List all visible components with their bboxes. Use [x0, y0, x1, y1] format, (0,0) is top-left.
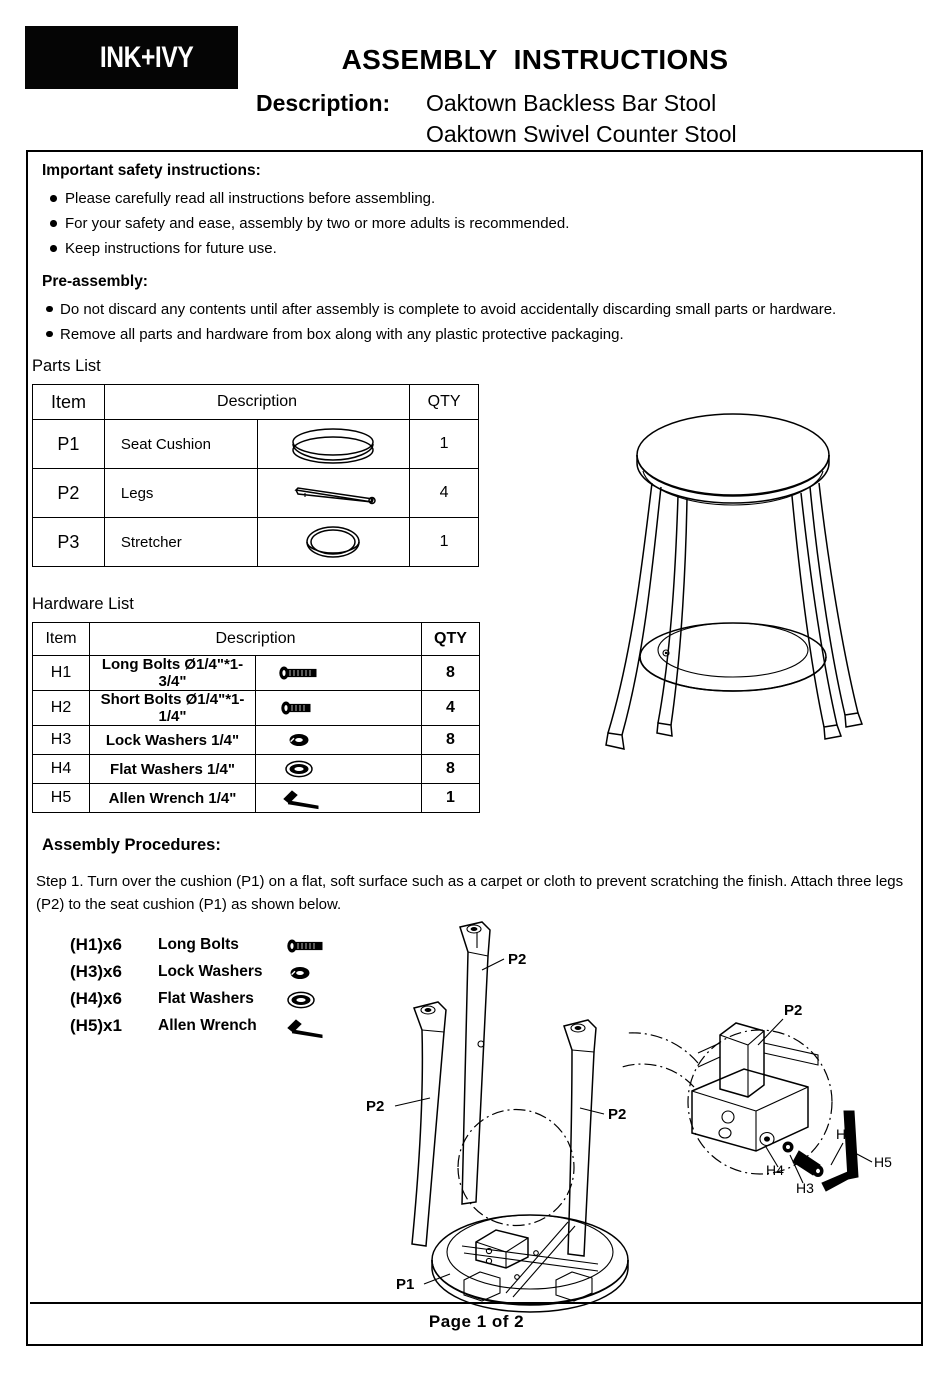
table-row — [33, 469, 479, 518]
preassembly-bullet-list — [42, 299, 910, 346]
part-qty: 1 — [410, 420, 479, 469]
brand-logo-text: INK+IVY — [100, 40, 194, 74]
hardware-description: Lock Washers 1/4" — [90, 726, 256, 755]
hardware-qty: 8 — [422, 726, 480, 755]
step-1-text: Step 1. Turn over the cushion (P1) on a flat, soft surface such as a carpet or cloth to prevent scratching the finish. Attach three legs (P2) to the seat cushion (P1) as shown below. — [36, 873, 904, 914]
description-line-2: Oaktown Swivel Counter Stool — [426, 121, 737, 147]
safety-heading: Important safety instructions: — [42, 162, 261, 179]
part-qty: 1 — [410, 518, 479, 567]
label-H1: H1 — [836, 1126, 854, 1142]
callout-qty: (H1)x6 — [70, 935, 122, 954]
list-item: Please carefully read all instructions before assembling. — [42, 188, 910, 210]
finished-stool-illustration — [548, 397, 918, 797]
hardware-item-code: H5 — [33, 784, 90, 813]
part-item-code: P2 — [33, 469, 105, 518]
column-header-item: Item — [33, 385, 105, 420]
assembly-procedures-heading: Assembly Procedures: — [42, 836, 221, 854]
safety-bullet-list — [42, 188, 910, 261]
table-header-row — [33, 623, 480, 656]
part-description: Stretcher — [104, 518, 257, 567]
list-item: Do not discard any contents until after assembly is complete to avoid accidentally discarding small parts or hardware. — [42, 299, 910, 321]
table-row — [33, 726, 480, 755]
part-description: Legs — [104, 469, 257, 518]
part-item-code: P1 — [33, 420, 105, 469]
callout-name: Long Bolts — [158, 936, 239, 953]
table-row — [33, 755, 480, 784]
content-frame — [26, 150, 923, 1346]
exploded-assembly-illustration — [358, 912, 718, 1322]
long-bolt-icon — [256, 656, 422, 691]
hardware-description: Long Bolts Ø1/4"*1-3/4" — [90, 656, 256, 691]
parts-list-table — [32, 384, 479, 567]
document-header — [0, 0, 950, 150]
list-item — [50, 989, 350, 1016]
lock-washer-icon — [284, 962, 344, 986]
list-item: Remove all parts and hardware from box along with any plastic protective packaging. — [42, 324, 910, 346]
allen-wrench-icon — [284, 1016, 344, 1040]
stretcher-ring-icon — [257, 518, 410, 567]
hardware-qty: 8 — [422, 656, 480, 691]
column-header-qty: QTY — [422, 623, 480, 656]
callout-qty: (H5)x1 — [70, 1016, 122, 1035]
list-item — [50, 1016, 350, 1043]
label-P2-top: P2 — [508, 951, 527, 968]
callout-name: Lock Washers — [158, 963, 263, 980]
brand-logo — [25, 26, 238, 89]
hardware-description: Flat Washers 1/4" — [90, 755, 256, 784]
label-P2-detail: P2 — [784, 1002, 803, 1019]
parts-list-title: Parts List — [32, 357, 101, 375]
callout-name: Flat Washers — [158, 990, 254, 1007]
hardware-item-code: H4 — [33, 755, 90, 784]
description-label: Description: — [256, 90, 391, 116]
part-description: Seat Cushion — [104, 420, 257, 469]
long-bolt-icon — [284, 935, 344, 959]
page-title: ASSEMBLY INSTRUCTIONS — [341, 44, 729, 75]
hardware-item-code: H1 — [33, 656, 90, 691]
allen-wrench-icon — [256, 784, 422, 813]
short-bolt-icon — [256, 691, 422, 726]
table-row — [33, 420, 479, 469]
hardware-qty: 1 — [422, 784, 480, 813]
flat-washer-icon — [284, 989, 344, 1013]
safety-section — [42, 162, 910, 349]
callout-qty: (H3)x6 — [70, 962, 122, 981]
callout-qty: (H4)x6 — [70, 989, 122, 1008]
part-qty: 4 — [410, 469, 479, 518]
list-item: Keep instructions for future use. — [42, 238, 910, 260]
table-row — [33, 784, 480, 813]
lock-washer-icon — [256, 726, 422, 755]
table-row — [33, 656, 480, 691]
description-line-1: Oaktown Backless Bar Stool — [426, 90, 717, 116]
label-P2-left: P2 — [366, 1098, 385, 1115]
flat-washer-icon — [256, 755, 422, 784]
table-row — [33, 518, 479, 567]
label-P2-right: P2 — [608, 1106, 627, 1123]
hardware-qty: 8 — [422, 755, 480, 784]
table-header-row — [33, 385, 479, 420]
hardware-list-table — [32, 622, 480, 813]
hardware-list-title: Hardware List — [32, 595, 134, 613]
column-header-description: Description — [104, 385, 409, 420]
hardware-description: Allen Wrench 1/4" — [90, 784, 256, 813]
column-header-qty: QTY — [410, 385, 479, 420]
label-H5: H5 — [874, 1154, 892, 1170]
list-item — [50, 935, 350, 962]
hardware-item-code: H2 — [33, 691, 90, 726]
label-P1: P1 — [396, 1276, 415, 1293]
bolt-detail-illustration — [668, 987, 918, 1217]
list-item — [50, 962, 350, 989]
footer-divider — [30, 1302, 921, 1304]
callout-name: Allen Wrench — [158, 1017, 257, 1034]
label-H3: H3 — [796, 1180, 814, 1196]
leg-icon — [257, 469, 410, 518]
column-header-description: Description — [90, 623, 422, 656]
preassembly-heading: Pre-assembly: — [42, 272, 148, 290]
part-item-code: P3 — [33, 518, 105, 567]
label-H4: H4 — [766, 1162, 784, 1178]
seat-cushion-icon — [257, 420, 410, 469]
hardware-qty: 4 — [422, 691, 480, 726]
step-1-hardware-callouts — [50, 935, 350, 1043]
hardware-item-code: H3 — [33, 726, 90, 755]
column-header-item: Item — [33, 623, 90, 656]
page-number: Page 1 of 2 — [428, 1312, 525, 1331]
hardware-description: Short Bolts Ø1/4"*1-1/4" — [90, 691, 256, 726]
list-item: For your safety and ease, assembly by two or more adults is recommended. — [42, 213, 910, 235]
table-row — [33, 691, 480, 726]
